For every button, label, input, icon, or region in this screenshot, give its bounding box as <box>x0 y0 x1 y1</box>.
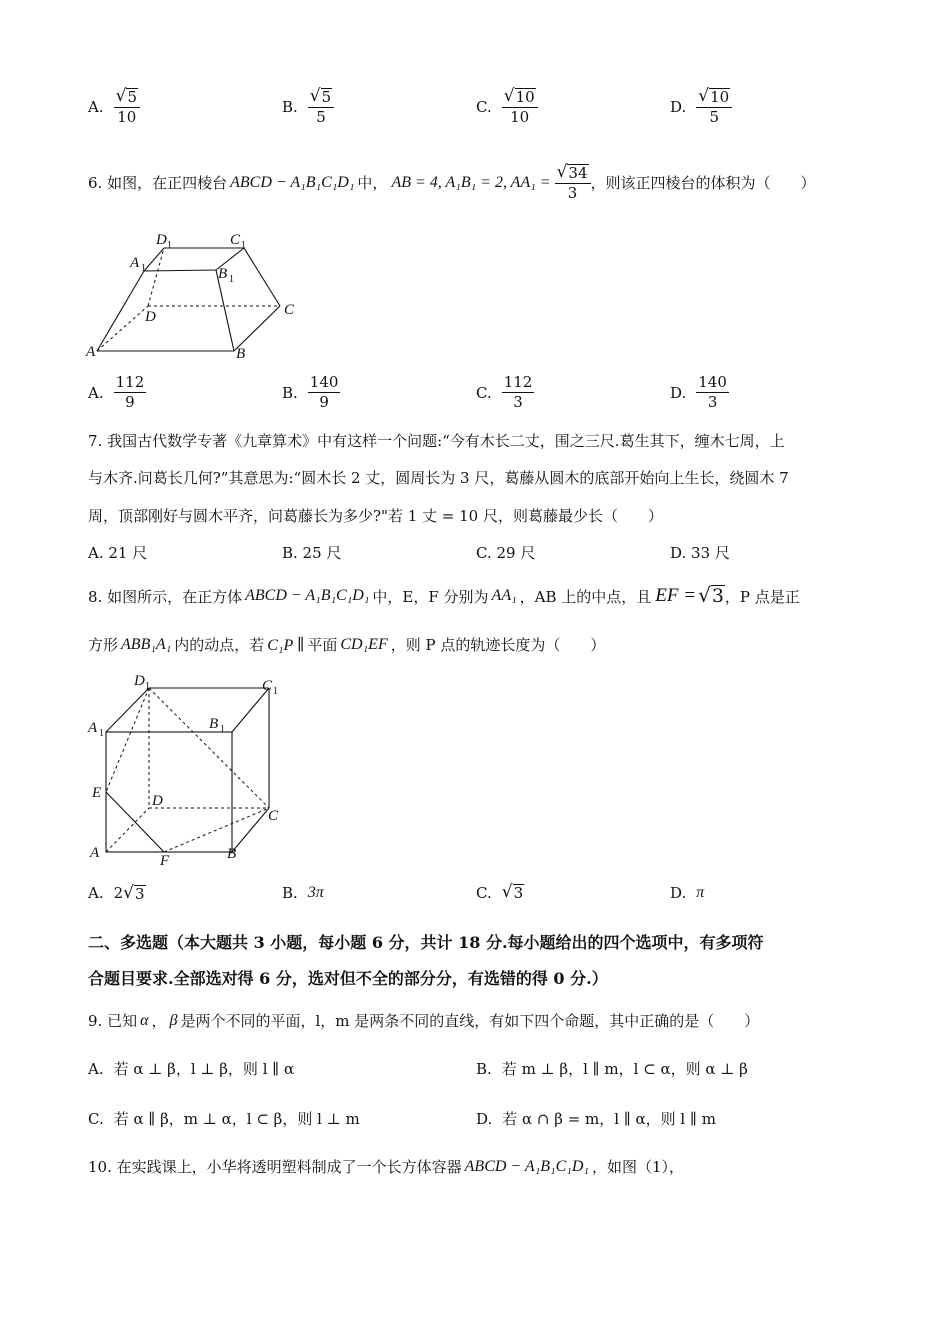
option-text: 若 α ∥ β，m ⊥ α，l ⊂ β，则 l ⊥ m <box>113 1110 360 1128</box>
stem-text: 如图，在正四棱台 <box>107 174 228 193</box>
option-label: D. <box>670 884 687 902</box>
vertex-subscript: 1 <box>99 728 104 739</box>
numerator: 112 <box>114 374 147 393</box>
stem-text: 是两个不同的平面，l，m 是两条不同的直线，有如下四个命题，其中正确的是（ ） <box>180 1012 760 1030</box>
fraction <box>696 374 729 412</box>
solid-name: ABCD − A₁B₁C₁D₁ <box>464 1157 589 1175</box>
radicand: 10 <box>515 88 535 106</box>
stem-text: ，如图（1）， <box>591 1158 684 1176</box>
q8-option-a <box>88 884 146 903</box>
vertex-subscript: 1 <box>241 240 246 251</box>
stem-text: 内的动点，若 <box>174 636 265 654</box>
vertex-subscript: 1 <box>141 263 146 274</box>
vertex-label-c1: C <box>262 678 273 694</box>
denominator: 10 <box>117 107 137 126</box>
denominator: 3 <box>567 183 578 202</box>
option-text: 若 α ∩ β = m，l ∥ α，则 l ∥ m <box>502 1110 716 1128</box>
numerator: 112 <box>502 374 535 393</box>
option-label: C. <box>476 884 492 902</box>
stem-text: 8. 如图所示，在正方体 <box>88 587 243 606</box>
fraction: √ 5 5 <box>308 88 334 126</box>
fraction: √ 10 10 <box>502 88 538 126</box>
stem-text: 中，E，F 分别为 <box>372 587 489 606</box>
vertex-label-d: D <box>152 793 163 809</box>
vertex-label-b1: B <box>218 266 228 282</box>
q9-option-d <box>476 1108 716 1129</box>
denominator: 9 <box>319 393 329 412</box>
stem-text: ，AB 上的中点，且 <box>519 587 652 606</box>
symbol-alpha: α <box>140 1011 149 1029</box>
option-label: B. <box>282 97 298 116</box>
option-value: π <box>696 884 705 901</box>
vertex-label-c: C <box>284 302 295 318</box>
point-label-f: F <box>160 853 170 868</box>
denominator: 3 <box>707 393 718 412</box>
q6-option-d <box>670 374 729 412</box>
plane-name: CD₁EF <box>340 635 388 653</box>
frustum-figure <box>84 228 314 364</box>
fraction: √ 34 3 <box>555 164 591 202</box>
option-label: D. <box>476 1109 493 1128</box>
fraction <box>502 374 535 412</box>
option-label: C. <box>476 97 492 116</box>
q8-line-1 <box>88 585 800 607</box>
q5-option-a <box>88 88 140 126</box>
vertex-subscript: 1 <box>220 724 225 735</box>
point-label-e: E <box>92 785 102 801</box>
vertex-label-c: C <box>268 808 279 824</box>
option-label: A. <box>88 383 104 402</box>
q10-stem <box>88 1156 684 1177</box>
q8-line-2 <box>88 634 605 655</box>
radicand: 5 <box>321 88 332 106</box>
stem-text: ，则该正四棱台的体积为（ ） <box>590 174 816 193</box>
fraction <box>114 374 147 412</box>
q9-option-a <box>88 1058 294 1079</box>
option-label: A. <box>88 97 104 116</box>
radicand: 10 <box>710 88 730 106</box>
q6-option-a <box>88 374 146 412</box>
stem-text: ，P 点是正 <box>724 587 800 606</box>
q6-option-c <box>476 374 534 412</box>
condition: AB = 4, A₁B₁ = 2, AA₁ = <box>391 173 551 191</box>
q7-line-2: 与木齐.问葛长几何?”其意思为:“圆木长 2 丈，圆周长为 3 尺，葛藤从圆木的底部开始向上生长，绕圆木 7 <box>88 469 789 487</box>
q9-option-b <box>476 1058 748 1079</box>
q5-option-c <box>476 88 538 126</box>
denominator: 3 <box>513 393 523 412</box>
vertex-label-b1: B <box>209 716 219 732</box>
line-c1p: C₁P ∥ <box>267 636 305 654</box>
option-value: 2 √ 3 <box>113 883 145 903</box>
square-name: ABB₁A₁ <box>121 635 172 653</box>
q6-option-b <box>282 374 340 412</box>
stem-text: 平面 <box>307 636 338 654</box>
q7-option-b: B. 25 尺 <box>282 544 342 562</box>
radicand: 34 <box>568 164 588 182</box>
segment-ef: EF = <box>655 585 697 606</box>
vertex-subscript: 1 <box>167 240 172 251</box>
fraction: √ 5 10 <box>114 88 140 126</box>
stem-text: 方形 <box>88 636 119 654</box>
q9-option-c <box>88 1108 360 1129</box>
question-number: 6. <box>88 173 103 192</box>
denominator: 10 <box>510 107 530 126</box>
option-label: C. <box>88 1109 104 1128</box>
fraction: √ 10 5 <box>696 88 732 126</box>
option-label: A. <box>88 1059 104 1078</box>
vertex-label-a: A <box>90 845 100 861</box>
vertex-label-d1: D <box>134 673 145 689</box>
fraction <box>308 374 341 412</box>
stem-text: 中， <box>357 174 388 193</box>
solid-name: ABCD − A₁B₁C₁D₁ <box>245 587 370 604</box>
cube-figure <box>84 668 294 868</box>
option-value: 3π <box>307 884 324 901</box>
vertex-label-c1: C <box>230 232 241 248</box>
option-text: 若 α ⊥ β，l ⊥ β，则 l ∥ α <box>113 1060 295 1078</box>
vertex-subscript: 1 <box>273 686 278 697</box>
vertex-label-b: B <box>236 346 246 362</box>
stem-text: ， <box>151 1012 167 1030</box>
denominator: 5 <box>709 107 719 126</box>
q7-option-d: D. 33 尺 <box>670 544 730 562</box>
option-label: B. <box>476 1059 492 1078</box>
numerator: 140 <box>308 374 341 393</box>
vertex-subscript: 1 <box>145 681 150 692</box>
option-label: D. <box>670 97 687 116</box>
radicand: 3 <box>135 885 145 903</box>
radicand: 3 <box>711 585 724 608</box>
radicand: 3 <box>513 884 524 903</box>
vertex-subscript: 1 <box>229 274 234 285</box>
stem-text: 9. 已知 <box>88 1012 138 1030</box>
q7-line-3: 周，顶部刚好与圆木平齐，问葛藤长为多少?"若 1 丈 = 10 尺，则葛藤最少长（ ） <box>88 507 663 525</box>
vertex-label-d1: D <box>156 232 167 248</box>
stem-text: ，则 P 点的轨迹长度为（ ） <box>390 636 606 654</box>
option-label: B. <box>282 884 298 902</box>
q7-line-1: 7. 我国古代数学专著《九章算术》中有这样一个问题:“今有木长二丈，围之三尺.葛生其下，缠木七周，上 <box>88 432 785 450</box>
sqrt-3: √ 3 <box>698 583 724 608</box>
denominator: 9 <box>125 393 135 412</box>
option-label: C. <box>476 383 492 402</box>
vertex-label-a1: A <box>130 255 140 271</box>
section-heading-line-1: 二、多选题（本大题共 3 小题，每小题 6 分，共计 18 分.每小题给出的四个选项中，有多项符 <box>88 933 764 952</box>
coefficient: 2 <box>113 884 124 902</box>
option-label: D. <box>670 383 687 402</box>
q9-stem <box>88 1010 759 1031</box>
q5-option-b <box>282 88 334 126</box>
vertex-label-a1: A <box>88 720 98 736</box>
q5-option-d <box>670 88 732 126</box>
segment-aa1: AA₁ <box>491 587 517 604</box>
vertex-label-a: A <box>86 344 96 360</box>
symbol-beta: β <box>169 1011 178 1029</box>
q7-option-c: C. 29 尺 <box>476 544 536 562</box>
vertex-label-b: B <box>227 846 237 862</box>
option-text: 若 m ⊥ β，l ∥ m，l ⊂ α，则 α ⊥ β <box>501 1060 748 1078</box>
q8-option-b <box>282 884 324 902</box>
option-value: √ 3 <box>501 882 524 903</box>
denominator: 5 <box>316 107 326 126</box>
vertex-label-d: D <box>145 309 156 325</box>
numerator: 140 <box>696 374 729 393</box>
section-heading-line-2: 合题目要求.全部选对得 6 分，选对但不全的部分分，有选错的得 0 分.） <box>88 969 608 988</box>
option-label: B. <box>282 383 298 402</box>
option-label: A. <box>88 884 104 903</box>
q7-option-a: A. 21 尺 <box>88 544 148 562</box>
solid-name: ABCD − A₁B₁C₁D₁ <box>230 173 355 191</box>
q8-option-d <box>670 884 704 902</box>
q6-stem <box>88 164 816 202</box>
stem-text: 10. 在实践课上，小华将透明塑料制成了一个长方体容器 <box>88 1158 462 1176</box>
q8-option-c <box>476 884 524 902</box>
radicand: 5 <box>127 88 137 106</box>
